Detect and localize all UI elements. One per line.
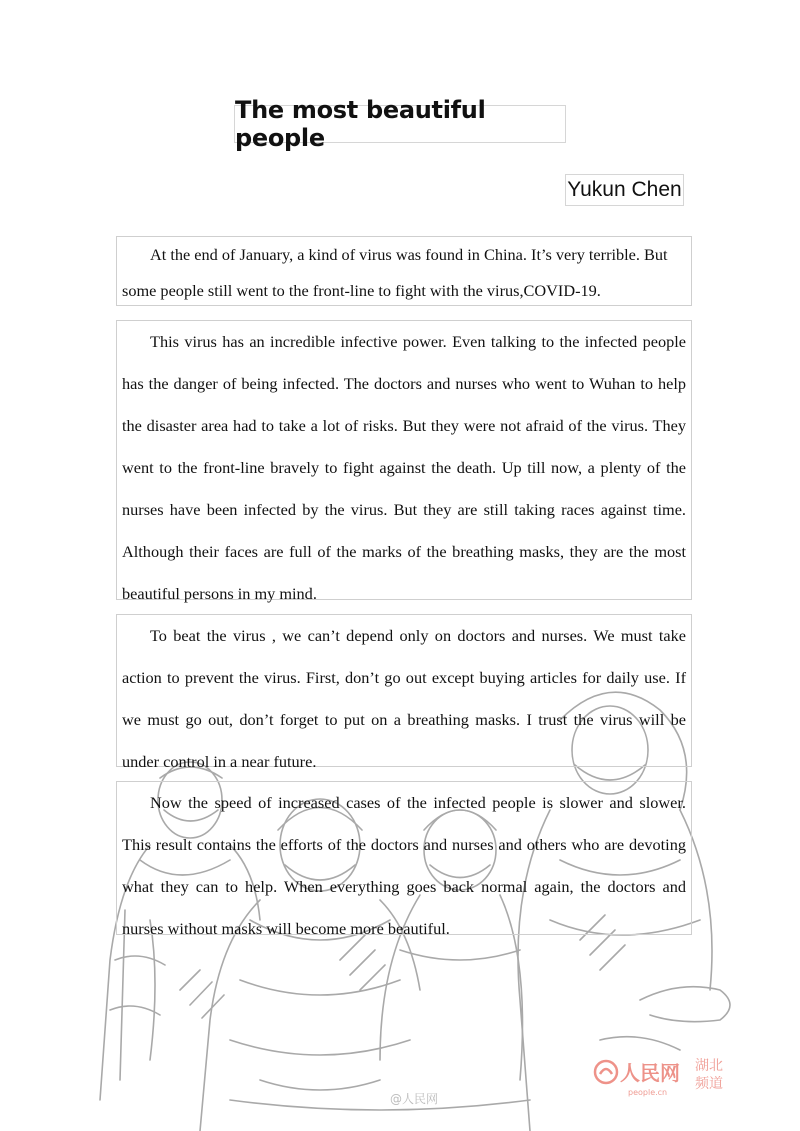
paragraph-1: At the end of January, a kind of virus was found in China. It’s very terrible. But some people still went to the front-line to fight with the virus,COVID-19. [116,236,692,306]
region-line-2: 频道 [695,1076,723,1092]
people-daily-logo-icon [590,1050,740,1100]
paragraph-3: To beat the virus , we can’t depend only on doctors and nurses. We must take action to prevent the virus. First, don’t go out except buying articles for daily use. If we must go out, don’t forget to put on a breathing masks. I trust the virus will be under control in a near future. [116,614,692,767]
logo-text: 人民网 [620,1061,680,1085]
paragraph-4: Now the speed of increased cases of the infected people is slower and slower. This result contains the efforts of the doctors and nurses and others who are devoting what they can to help. When everything goes back normal again, the doctors and nurses without masks will become more beautiful. [116,781,692,935]
weibo-watermark: @人民网 [390,1092,439,1106]
region-line-1: 湖北 [695,1058,723,1074]
page-title: The most beautiful people [234,105,566,143]
paragraph-2: This virus has an incredible infective power. Even talking to the infected people has the danger of being infected. The doctors and nurses who went to Wuhan to help the disaster area had to take a lot of risks. But they were not afraid of the virus. They went to the front-line bravely to fight against the death. Up till now, a plenty of the nurses have been infected by the virus. But they are still taking races against time. Although their faces are full of the marks of the breathing masks, they are the most beautiful persons in my mind. [116,320,692,600]
site-text: people.cn [628,1088,668,1097]
author-name: Yukun Chen [565,174,684,206]
